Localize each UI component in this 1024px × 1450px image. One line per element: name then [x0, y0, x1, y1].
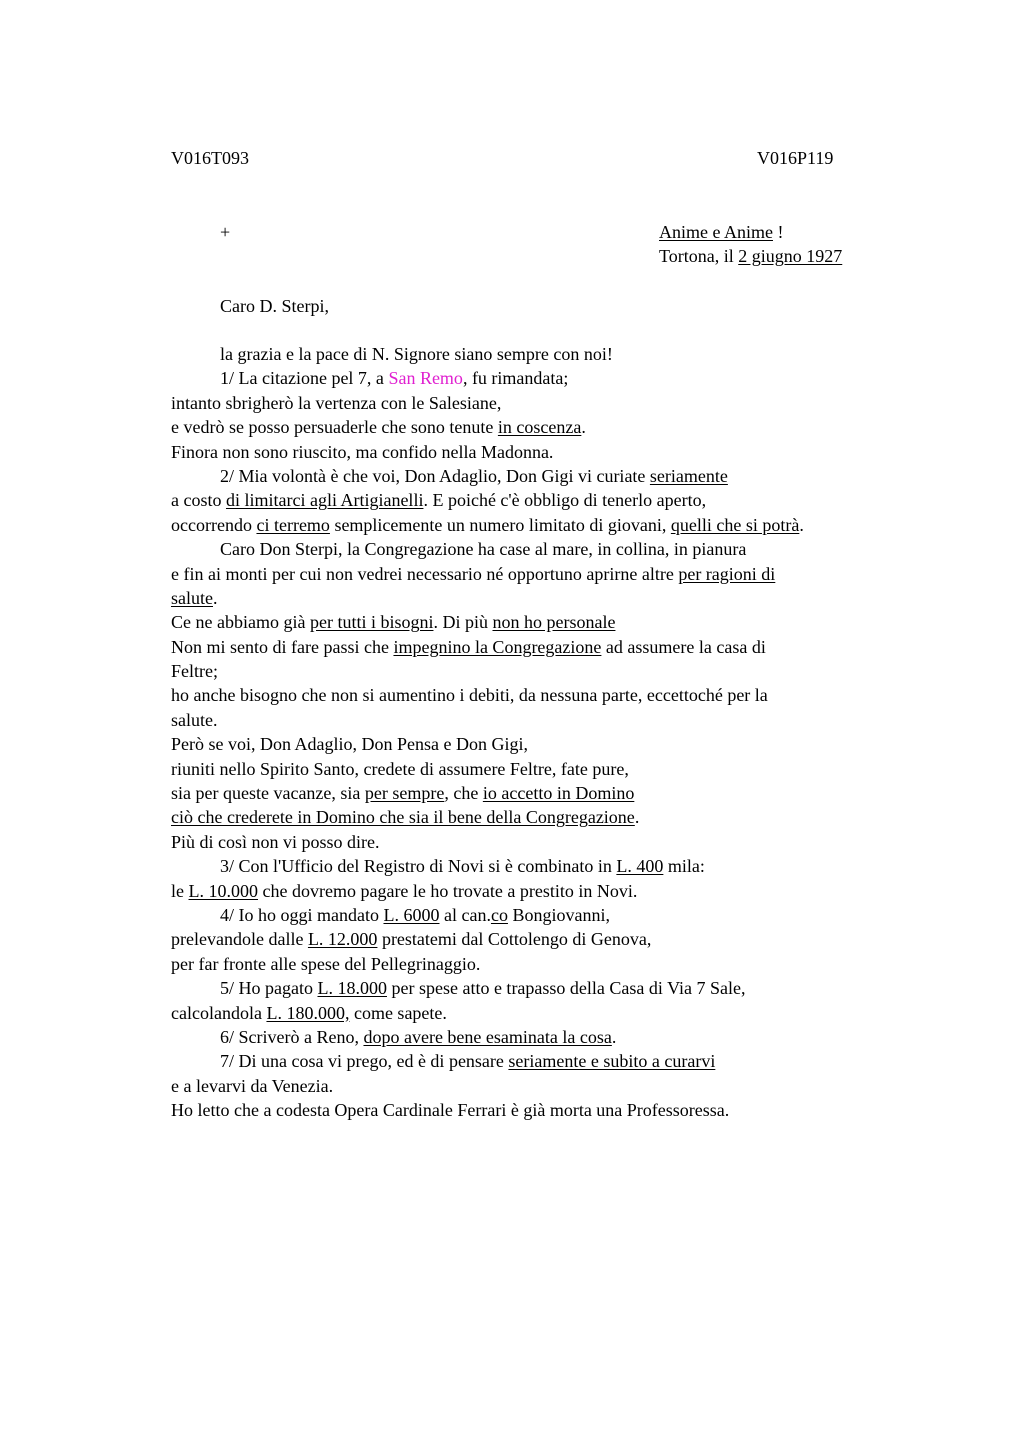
letter-line [171, 830, 931, 854]
letter-line [171, 635, 931, 659]
dateline-prefix: Tortona, il [659, 246, 739, 266]
letter-line [171, 415, 931, 439]
underlined-text: io accetto in Domino [482, 783, 635, 804]
text-segment: Non mi sento di fare passi che [171, 636, 394, 657]
underlined-text: seriamente e subito a curarvi [508, 1051, 716, 1072]
text-segment: occorrendo [171, 514, 257, 535]
letter-line [171, 1074, 931, 1098]
text-segment: Più di così non vi posso dire. [171, 831, 380, 852]
letter-line [171, 683, 931, 707]
letter-line [171, 659, 931, 683]
underlined-text: in coscenza [497, 417, 582, 438]
underlined-text: L. 180.000, [266, 1002, 350, 1023]
salutation: Caro D. Sterpi, [220, 296, 329, 316]
text-segment: mila: [663, 856, 705, 877]
underlined-text: impegnino la Congregazione [393, 636, 602, 657]
text-segment: 5/ Ho pagato [220, 978, 318, 999]
underlined-text: per tutti i bisogni [309, 612, 434, 633]
text-segment: ho anche bisogno che non si aumentino i debiti, da nessuna parte, eccettoché per la [171, 685, 768, 706]
text-segment: Bongiovanni, [507, 904, 610, 925]
text-segment: Però se voi, Don Adaglio, Don Pensa e Don Gigi, [171, 734, 528, 755]
text-segment: e fin ai monti per cui non vedrei necessario né opportuno aprirne altre [171, 563, 679, 584]
letter-line [171, 562, 931, 586]
text-segment: al can. [439, 904, 491, 925]
text-segment: Caro Don Sterpi, la Congregazione ha case al mare, in collina, in pianura [220, 539, 747, 560]
letter-line [171, 952, 931, 976]
text-segment: 2/ Mia volontà è che voi, Don Adaglio, Don Gigi vi curiate [220, 465, 650, 486]
text-segment: . E poiché c'è obbligo di tenerlo aperto, [423, 490, 707, 511]
underlined-text: L. 12.000 [307, 929, 378, 950]
underlined-text: co [490, 904, 508, 925]
text-segment: per far fronte alle spese del Pellegrinaggio. [171, 953, 481, 974]
text-segment: e vedrò se posso persuaderle che sono tenute [171, 417, 498, 438]
underlined-text: per sempre [364, 783, 445, 804]
text-segment: . [634, 807, 640, 828]
text-segment: la grazia e la pace di N. Signore siano sempre con noi! [220, 344, 613, 364]
text-segment: a costo [171, 490, 226, 511]
text-segment: . [213, 587, 218, 608]
text-segment: . Di più [433, 612, 493, 633]
text-segment: Finora non sono riuscito, ma confido nella Madonna. [171, 441, 554, 462]
motto-suffix: ! [772, 222, 784, 242]
letter-line [171, 464, 931, 488]
dateline-date: 2 giugno 1927 [738, 246, 843, 266]
text-segment: prestatemi dal Cottolengo di Genova, [377, 929, 652, 950]
letter-line [171, 732, 931, 756]
text-segment: calcolandola [171, 1002, 267, 1023]
text-segment: le [171, 880, 189, 901]
letter-line [171, 708, 931, 732]
document-code-right: V016P119 [757, 148, 834, 168]
underlined-text: L. 6000 [383, 904, 440, 925]
underlined-text: ci terremo [256, 514, 330, 535]
text-segment: . [611, 1026, 617, 1047]
letter-line [171, 1049, 931, 1073]
text-segment: 7/ Di una cosa vi prego, ed è di pensare [220, 1051, 509, 1072]
underlined-text: salute [171, 587, 213, 608]
text-segment: Ho letto che a codesta Opera Cardinale Ferrari è già morta una Professoressa. [171, 1100, 730, 1121]
text-segment: 1/ La citazione pel 7, a [220, 368, 389, 389]
letter-line [171, 854, 931, 878]
text-segment: per spese atto e trapasso della Casa di Via 7 Sale, [386, 978, 746, 999]
letter-line [171, 1001, 931, 1025]
highlighted-text: San Remo [388, 368, 463, 389]
text-segment: Feltre; [171, 661, 218, 682]
underlined-text: dopo avere bene esaminata la cosa [363, 1026, 612, 1047]
text-segment: , che [444, 783, 483, 804]
text-segment: e a levarvi da Venezia. [171, 1075, 334, 1096]
underlined-text: per ragioni di [678, 563, 776, 584]
letter-line [171, 757, 931, 781]
text-segment: riuniti nello Spirito Santo, credete di assumere Feltre, fate pure, [171, 758, 629, 779]
underlined-text: L. 400 [616, 856, 664, 877]
underlined-text: di limitarci agli Artigianelli [225, 490, 424, 511]
letter-line [171, 781, 931, 805]
letter-line [171, 1098, 931, 1122]
letter-line [171, 610, 931, 634]
letter-line [171, 513, 931, 537]
motto [659, 220, 783, 244]
letter-line [171, 488, 931, 512]
cross-symbol: + [220, 222, 231, 242]
text-segment: , fu rimandata; [462, 368, 569, 389]
letter-line [171, 366, 931, 390]
letter-line [171, 1025, 931, 1049]
underlined-text: quelli che si potrà [670, 514, 800, 535]
text-segment: . [799, 514, 804, 535]
text-segment: 4/ Io ho oggi mandato [220, 904, 384, 925]
letter-line [171, 879, 931, 903]
text-segment: salute. [171, 709, 218, 730]
letter-line [171, 805, 931, 829]
letter-line [171, 537, 931, 561]
letter-body [171, 342, 931, 1123]
text-segment: che dovremo pagare le ho trovate a prestito in Novi. [258, 880, 638, 901]
underlined-text: L. 18.000 [317, 978, 387, 999]
text-segment: 3/ Con l'Ufficio del Registro di Novi si è combinato in [220, 856, 617, 877]
text-segment: semplicemente un numero limitato di giovani, [329, 514, 671, 535]
letter-line [171, 976, 931, 1000]
letter-line [171, 586, 931, 610]
text-segment: Ce ne abbiamo già [171, 612, 310, 633]
dateline [659, 244, 842, 268]
letter-line [171, 391, 931, 415]
underlined-text: ciò che crederete in Domino che sia il bene della Congregazione [171, 807, 635, 828]
text-segment: ad assumere la casa di [601, 636, 766, 657]
text-segment: 6/ Scriverò a Reno, [220, 1026, 364, 1047]
text-segment: come sapete. [349, 1002, 447, 1023]
letter-line [171, 927, 931, 951]
underlined-text: non ho personale [492, 612, 616, 633]
motto-text: Anime e Anime [659, 222, 773, 242]
underlined-text: seriamente [649, 465, 728, 486]
text-segment: sia per queste vacanze, sia [171, 783, 365, 804]
text-segment: intanto sbrigherò la vertenza con le Salesiane, [171, 392, 502, 413]
text-segment: . [581, 417, 586, 438]
letter-line [171, 903, 931, 927]
letter-line [171, 342, 931, 366]
underlined-text: L. 10.000 [188, 880, 258, 901]
text-segment: prelevandole dalle [171, 929, 308, 950]
document-code-left: V016T093 [171, 148, 249, 168]
letter-line [171, 440, 931, 464]
